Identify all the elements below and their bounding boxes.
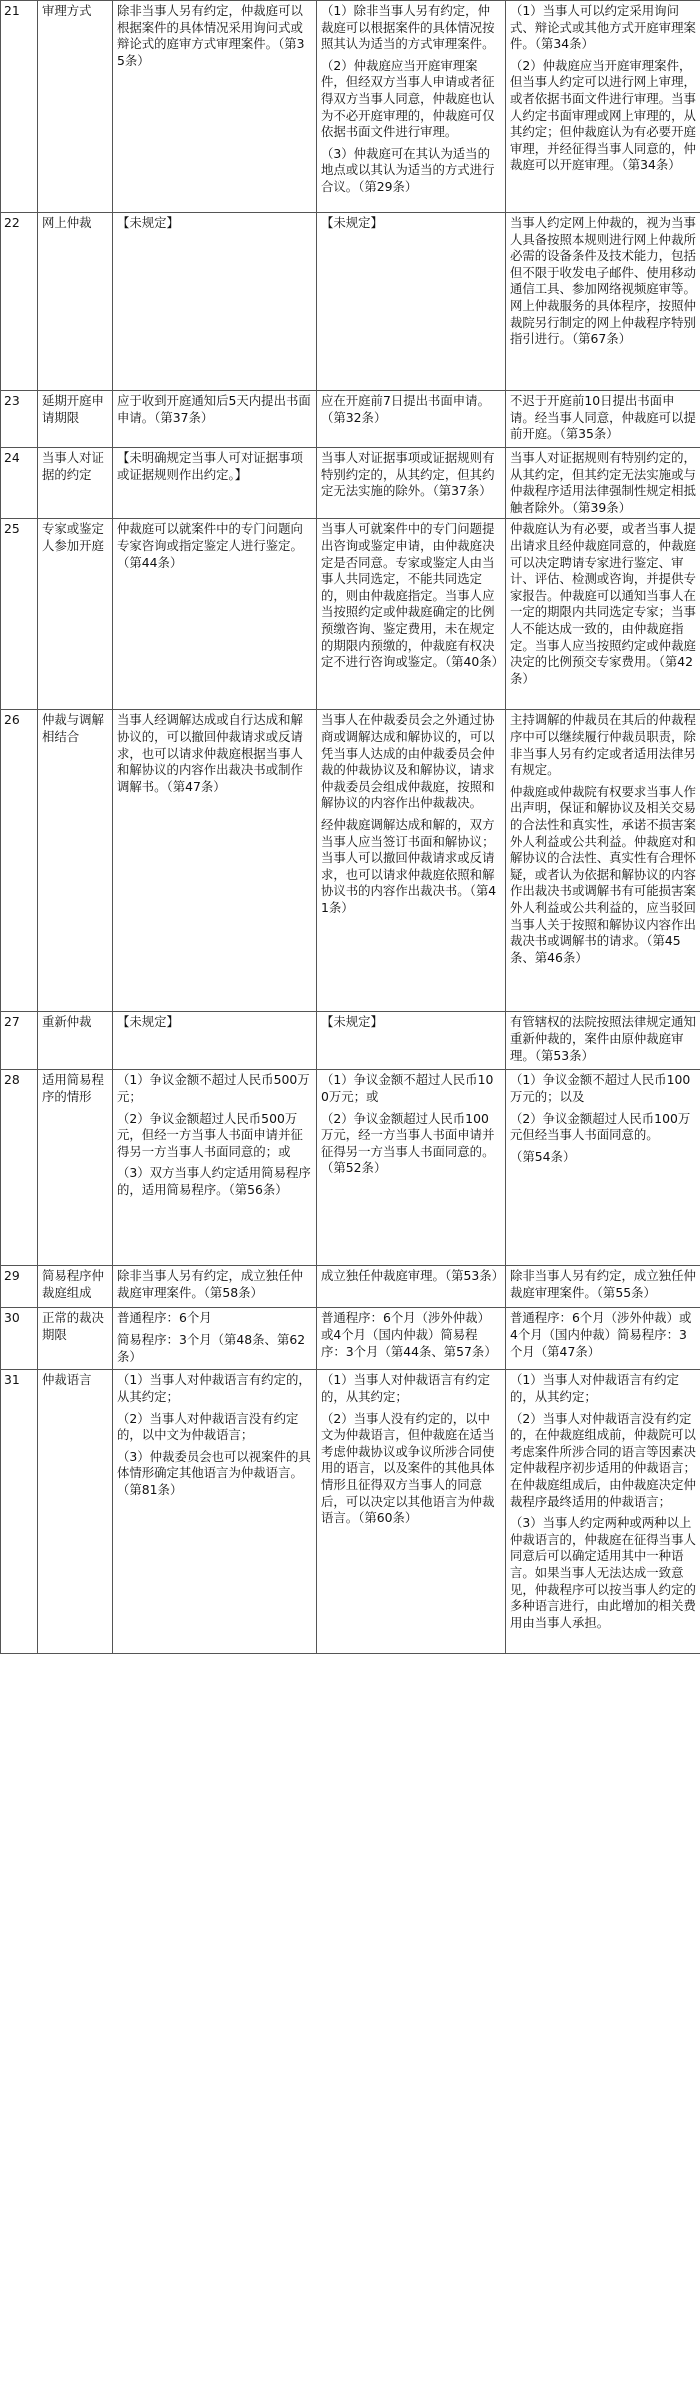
cell-paragraph: 应于收到开庭通知后5天内提出书面申请。（第37条）: [117, 393, 311, 425]
rule-cell-1: [113, 213, 317, 391]
row-number: 29: [1, 1266, 38, 1308]
cell-paragraph: （1）争议金额不超过人民币100万元；或: [321, 1072, 494, 1104]
rule-cell-2: [317, 1, 506, 213]
cell-paragraph: 当事人约定网上仲裁的，视为当事人具备按照本规则进行网上仲裁所必需的设备条件及技术能力，包括但不限于收发电子邮件、使用移动通信工具、参加网络视频庭审等。网上仲裁服务的具体程序，按照仲裁院另行制定的网上仲裁程序特别指引进行。（第67条）: [510, 215, 696, 347]
row-topic: 网上仲裁: [38, 213, 113, 391]
table-row: [1, 1012, 700, 1070]
cell-paragraph: 当事人对证据事项或证据规则有特别约定的，从其约定，但其约定无法实施的除外。（第37条）: [321, 450, 495, 499]
table-row: [1, 1070, 700, 1266]
cell-paragraph: 经仲裁庭调解达成和解的，双方当事人应当签订书面和解协议；当事人可以撤回仲裁请求或反请求，也可以请求仲裁庭依照和解协议书的内容作出裁决书。（第41条）: [321, 816, 497, 915]
cell-paragraph: （2）仲裁庭应当开庭审理案件，但经双方当事人申请或者征得双方当事人同意，仲裁庭也认为不必开庭审理的，仲裁庭可仅依据书面文件进行审理。: [321, 57, 495, 140]
row-topic: 仲裁语言: [38, 1370, 113, 1654]
row-topic: 延期开庭申请期限: [38, 391, 113, 448]
cell-paragraph: 除非当事人另有约定，成立独任仲裁庭审理案件。（第55条）: [510, 1268, 696, 1300]
rule-cell-3: [506, 391, 700, 448]
table-row: [1, 213, 700, 391]
row-topic: 仲裁与调解相结合: [38, 710, 113, 1012]
table-row: [1, 391, 700, 448]
rule-cell-2: [317, 391, 506, 448]
table-row: [1, 710, 700, 1012]
row-topic: 专家或鉴定人参加开庭: [38, 519, 113, 710]
rule-cell-1: [113, 1370, 317, 1654]
table-row: [1, 1370, 700, 1654]
cell-paragraph: （3）仲裁庭可在其认为适当的地点或以其认为适当的方式进行合议。（第29条）: [321, 145, 495, 194]
rule-cell-2: [317, 1012, 506, 1070]
rule-cell-1: [113, 1266, 317, 1308]
cell-paragraph: 应在开庭前7日提出书面申请。（第32条）: [321, 393, 490, 425]
rule-cell-2: [317, 1266, 506, 1308]
row-topic: 当事人对证据的约定: [38, 448, 113, 519]
cell-paragraph: 主持调解的仲裁员在其后的仲裁程序中可以继续履行仲裁员职责，除非当事人另有约定或者适用法律另有规定。: [510, 712, 696, 778]
table-row: [1, 1308, 700, 1370]
rule-cell-3: [506, 1266, 700, 1308]
rule-cell-3: [506, 213, 700, 391]
row-topic: 正常的裁决期限: [38, 1308, 113, 1370]
row-number: 26: [1, 710, 38, 1012]
rule-cell-3: [506, 1308, 700, 1370]
cell-paragraph: （3）当事人约定两种或两种以上仲裁语言的，仲裁庭在征得当事人同意后可以确定适用其中一种语言。如果当事人无法达成一致意见，仲裁程序可以按当事人约定的多种语言进行，由此增加的相关费用由当事人承担。: [510, 1515, 696, 1630]
cell-paragraph: （3）双方当事人约定适用简易程序的，适用简易程序。（第56条）: [117, 1165, 311, 1197]
row-number: 24: [1, 448, 38, 519]
rule-cell-1: [113, 448, 317, 519]
rule-cell-1: [113, 391, 317, 448]
cell-paragraph: （2）争议金额超过人民币100万元，经一方当事人书面申请并征得另一方当事人书面同意的。（第52条）: [321, 1110, 495, 1176]
row-number: 27: [1, 1012, 38, 1070]
cell-paragraph: 当事人在仲裁委员会之外通过协商或调解达成和解协议的，可以凭当事人达成的由仲裁委员会仲裁的仲裁协议及和解协议，请求仲裁委员会组成仲裁庭，按照和解协议的内容作出仲裁裁决。: [321, 712, 495, 811]
row-topic: 重新仲裁: [38, 1012, 113, 1070]
cell-paragraph: 当事人可就案件中的专门问题提出咨询或鉴定申请，由仲裁庭决定是否同意。专家或鉴定人由当事人共同选定，不能共同选定的，则由仲裁庭指定。当事人应当按照约定或仲裁庭确定的比例预缴咨询、鉴定费用，未在规定的期限内预缴的，仲裁庭有权决定不进行咨询或鉴定。（第40条）: [321, 521, 505, 670]
cell-paragraph: 仲裁庭认为有必要，或者当事人提出请求且经仲裁庭同意的，仲裁庭可以决定聘请专家进行鉴定、审计、评估、检测或咨询，并提供专家报告。仲裁庭可以通知当事人在一定的期限内共同选定专家；当事人不能达成一致的，由仲裁庭指定。当事人应当按照约定或仲裁庭决定的比例预交专家费用。（第42条）: [510, 521, 696, 686]
row-number: 21: [1, 1, 38, 213]
cell-paragraph: 成立独任仲裁庭审理。（第53条）: [321, 1268, 505, 1284]
rule-cell-1: [113, 1, 317, 213]
cell-paragraph: 简易程序：3个月（第48条、第62条）: [117, 1331, 306, 1364]
table-row: [1, 519, 700, 710]
cell-paragraph: 普通程序：6个月: [117, 1310, 212, 1326]
rule-cell-1: [113, 1012, 317, 1070]
row-number: 23: [1, 391, 38, 448]
cell-paragraph: （1）当事人对仲裁语言有约定的，从其约定；: [117, 1372, 311, 1404]
cell-paragraph: 不迟于开庭前10日提出书面申请。经当事人同意，仲裁庭可以提前开庭。（第35条）: [510, 393, 696, 442]
cell-paragraph: （1）当事人可以约定采用询问式、辩论式或其他方式开庭审理案件。（第34条）: [510, 3, 696, 52]
rule-cell-2: [317, 213, 506, 391]
rule-cell-3: [506, 1012, 700, 1070]
row-number: 30: [1, 1308, 38, 1370]
cell-paragraph: 当事人经调解达成或自行达成和解协议的，可以撤回仲裁请求或反请求，也可以请求仲裁庭根据当事人和解协议的内容作出裁决书或制作调解书。（第47条）: [117, 712, 303, 794]
table-row: [1, 448, 700, 519]
cell-paragraph: （1）当事人对仲裁语言有约定的，从其约定；: [321, 1372, 490, 1404]
rule-cell-2: [317, 1370, 506, 1654]
rule-cell-3: [506, 1070, 700, 1266]
cell-paragraph: 除非当事人另有约定，成立独任仲裁庭审理案件。（第58条）: [117, 1268, 303, 1300]
rule-cell-2: [317, 448, 506, 519]
cell-paragraph: （3）仲裁委员会也可以视案件的具体情形确定其他语言为仲裁语言。（第81条）: [117, 1448, 311, 1497]
rule-cell-1: [113, 519, 317, 710]
row-number: 25: [1, 519, 38, 710]
cell-paragraph: （2）当事人对仲裁语言没有约定的，在仲裁庭组成前，仲裁院可以考虑案件所涉合同的语言等因素决定仲裁程序初步适用的仲裁语言；在仲裁庭组成后，由仲裁庭决定仲裁程序最终适用的仲裁语言；: [510, 1410, 696, 1509]
cell-paragraph: 有管辖权的法院按照法律规定通知重新仲裁的，案件由原仲裁庭审理。（第53条）: [510, 1014, 696, 1063]
row-number: 28: [1, 1070, 38, 1266]
cell-paragraph: （1）除非当事人另有约定，仲裁庭可以根据案件的具体情况按照其认为适当的方式审理案件。: [321, 3, 495, 52]
rule-cell-3: [506, 519, 700, 710]
cell-paragraph: （2）仲裁庭应当开庭审理案件，但当事人约定可以进行网上审理，或者依据书面文件进行审理。当事人约定书面审理或网上审理的，从其约定；但仲裁庭认为有必要开庭审理，并经征得当事人同意的，仲裁庭可以开庭审理。（第34条）: [510, 57, 696, 173]
cell-paragraph: （1）争议金额不超过人民币500万元；: [117, 1072, 310, 1104]
rule-cell-2: [317, 710, 506, 1012]
rule-cell-2: [317, 1308, 506, 1370]
cell-paragraph: （2）当事人没有约定的，以中文为仲裁语言，但仲裁庭在适当考虑仲裁协议或争议所涉合同使用的语言，以及案件的其他具体情形且征得双方当事人的同意后，可以决定以其他语言为仲裁语言。（第60条）: [321, 1410, 495, 1526]
cell-paragraph: 当事人对证据规则有特别约定的，从其约定，但其约定无法实施或与仲裁程序适用法律强制性规定相抵触者除外。（第39条）: [510, 450, 696, 515]
cell-paragraph: （1）争议金额不超过人民币100万元的；以及: [510, 1072, 691, 1104]
cell-paragraph: 普通程序：6个月（涉外仲裁）或4个月（国内仲裁）简易程序：3个月（第47条）: [510, 1310, 692, 1359]
cell-paragraph: 普通程序：6个月（涉外仲裁）或4个月（国内仲裁）简易程序：3个月（第44条、第57条）: [321, 1310, 497, 1359]
rule-cell-1: [113, 1070, 317, 1266]
cell-paragraph: （2）争议金额超过人民币100万元但经当事人书面同意的。: [510, 1110, 691, 1143]
rule-cell-2: [317, 1070, 506, 1266]
row-number: 22: [1, 213, 38, 391]
row-topic: 审理方式: [38, 1, 113, 213]
cell-paragraph: 【未规定】: [117, 215, 179, 230]
rule-cell-3: [506, 1, 700, 213]
cell-paragraph: 仲裁庭可以就案件中的专门问题向专家咨询或指定鉴定人进行鉴定。（第44条）: [117, 521, 303, 570]
cell-paragraph: （1）当事人对仲裁语言有约定的，从其约定；: [510, 1372, 679, 1404]
row-number: 31: [1, 1370, 38, 1654]
table-body: [1, 1, 700, 1654]
rule-cell-3: [506, 710, 700, 1012]
rule-cell-2: [317, 519, 506, 710]
rule-cell-3: [506, 1370, 700, 1654]
cell-paragraph: （第54条）: [510, 1148, 576, 1164]
cell-paragraph: 【未规定】: [321, 215, 383, 230]
cell-paragraph: （2）争议金额超过人民币500万元，但经一方当事人书面申请并征得另一方当事人书面同意的；或: [117, 1110, 303, 1159]
cell-paragraph: （2）当事人对仲裁语言没有约定的，以中文为仲裁语言；: [117, 1410, 299, 1443]
cell-paragraph: 仲裁庭或仲裁院有权要求当事人作出声明，保证和解协议及相关交易的合法性和真实性，承诺不损害案外人利益或公共利益。仲裁庭对和解协议的合法性、真实性有合理怀疑，或者认为依据和解协议的内容作出裁决书或调解书有可能损害案外人利益或公共利益的，应当驳回当事人关于按照和解协议内容作出裁决书或调解书的请求。（第45条、第46条）: [510, 783, 696, 965]
rule-cell-1: [113, 710, 317, 1012]
row-topic: 简易程序仲裁庭组成: [38, 1266, 113, 1308]
cell-paragraph: 除非当事人另有约定，仲裁庭可以根据案件的具体情况采用询问式或辩论式的庭审方式审理案件。（第35条）: [117, 3, 305, 68]
cell-paragraph: 【未规定】: [117, 1014, 179, 1030]
cell-paragraph: 【未规定】: [321, 1014, 383, 1030]
cell-paragraph: 【未明确规定当事人可对证据事项或证据规则作出约定。】: [117, 450, 303, 482]
rule-cell-1: [113, 1308, 317, 1370]
rule-cell-3: [506, 448, 700, 519]
table-row: [1, 1, 700, 213]
row-topic: 适用简易程序的情形: [38, 1070, 113, 1266]
table-row: [1, 1266, 700, 1308]
